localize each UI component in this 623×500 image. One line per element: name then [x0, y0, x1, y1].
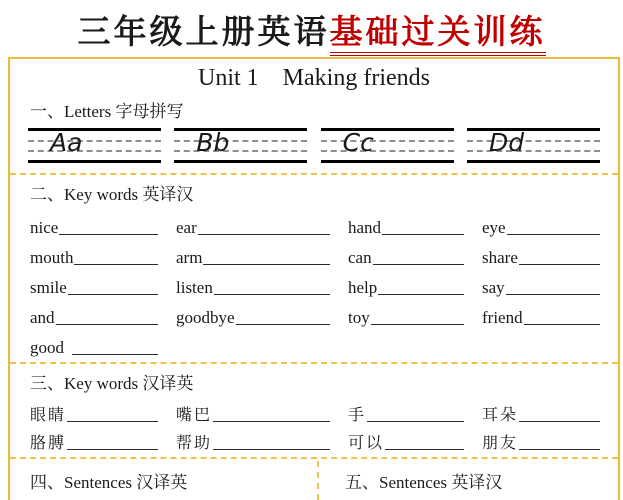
- page-title-red-underlined: 基础过关训练: [330, 15, 546, 56]
- answer-blank: [385, 449, 464, 450]
- stave-line: [174, 160, 307, 163]
- keyword-cell: [30, 397, 160, 425]
- keyword-cell: [482, 268, 602, 298]
- keyword-label: 嘴巴: [176, 407, 213, 424]
- keyword-label: friend: [482, 308, 523, 327]
- stave-line: [174, 128, 307, 131]
- keyword-cell: [348, 208, 466, 238]
- keyword-cell: [482, 425, 602, 453]
- sentences-row: [10, 459, 618, 496]
- keyword-cell: [348, 268, 466, 298]
- answer-blank: [507, 234, 600, 235]
- worksheet-box: [8, 57, 620, 500]
- keyword-label: goodbye: [176, 308, 235, 327]
- section-letters-heading: 一、Letters 字母拼写: [30, 102, 184, 121]
- stave-line: [28, 128, 161, 131]
- letter-stave-cc: [321, 128, 454, 163]
- answer-blank: [236, 324, 330, 325]
- stave-line: [28, 150, 161, 152]
- stave-line: [467, 150, 600, 152]
- letter-sample: Cc: [342, 128, 374, 157]
- letter-staves-row: [28, 128, 600, 163]
- keyword-label: 朋友: [482, 435, 519, 452]
- keyword-cell: [482, 298, 602, 328]
- stave-line: [467, 128, 600, 131]
- section-sentences-cn-en: [10, 463, 317, 496]
- keyword-label: toy: [348, 308, 370, 327]
- unit-number: Unit 1: [198, 65, 259, 91]
- answer-blank: [72, 354, 158, 355]
- vertical-divider: [317, 461, 319, 500]
- keyword-label: can: [348, 248, 372, 267]
- answer-blank: [213, 421, 330, 422]
- keyword-cell: [30, 328, 160, 358]
- keywords-en-grid: [30, 208, 602, 358]
- stave-line: [321, 128, 454, 131]
- keyword-cell: [482, 397, 602, 425]
- section-divider: [10, 173, 618, 175]
- keyword-cell: [176, 238, 332, 268]
- answer-blank: [67, 421, 158, 422]
- keyword-label: 帮助: [176, 435, 213, 452]
- stave-line: [467, 160, 600, 163]
- keyword-label: eye: [482, 218, 506, 237]
- keyword-cell: [348, 425, 466, 453]
- keyword-label: nice: [30, 218, 59, 237]
- answer-blank: [506, 294, 600, 295]
- keyword-label: help: [348, 278, 378, 297]
- answer-blank: [519, 449, 600, 450]
- stave-line: [174, 150, 307, 152]
- keyword-label: hand: [348, 218, 382, 237]
- keyword-label: 胳膊: [30, 435, 67, 452]
- answer-blank: [382, 234, 464, 235]
- keyword-label: smile: [30, 278, 67, 297]
- unit-name: Making friends: [282, 65, 430, 91]
- keyword-cell: [30, 268, 160, 298]
- answer-blank: [214, 294, 330, 295]
- keyword-cell: [176, 298, 332, 328]
- unit-heading: [22, 65, 606, 92]
- section-divider: [10, 362, 618, 364]
- section-keywords-en-heading: 二、Key words 英译汉: [30, 185, 194, 204]
- keyword-cell: [176, 208, 332, 238]
- keyword-label: 耳朵: [482, 407, 519, 424]
- keyword-cell: [176, 397, 332, 425]
- keyword-cell: [30, 425, 160, 453]
- answer-blank: [203, 264, 330, 265]
- answer-blank: [519, 264, 600, 265]
- keyword-label: say: [482, 278, 505, 297]
- keyword-cell: [30, 298, 160, 328]
- keyword-label: ear: [176, 218, 197, 237]
- keyword-cell: [348, 397, 466, 425]
- stave-line: [321, 150, 454, 152]
- keyword-label: 可以: [348, 435, 385, 452]
- section-sentences-en-cn: [317, 463, 618, 496]
- letter-sample: Dd: [488, 128, 525, 157]
- answer-blank: [371, 324, 464, 325]
- section-sentences-cn-en-heading: 四、Sentences 汉译英: [30, 473, 188, 492]
- keyword-label: arm: [176, 248, 203, 267]
- keyword-cell: [176, 268, 332, 298]
- answer-blank: [74, 264, 158, 265]
- keyword-label: listen: [176, 278, 213, 297]
- letter-sample: Aa: [50, 128, 83, 157]
- keywords-cn-grid: [30, 397, 602, 453]
- stave-line: [467, 140, 600, 142]
- section-sentences-en-cn-heading: 五、Sentences 英译汉: [345, 473, 503, 492]
- stave-line: [28, 140, 161, 142]
- answer-blank: [213, 449, 330, 450]
- stave-line: [174, 140, 307, 142]
- letter-sample: Bb: [196, 128, 230, 157]
- answer-blank: [524, 324, 600, 325]
- stave-line: [321, 160, 454, 163]
- keyword-label: and: [30, 308, 55, 327]
- keyword-cell: [30, 238, 160, 268]
- section-keywords-cn-heading: 三、Key words 汉译英: [30, 374, 194, 393]
- answer-blank: [68, 294, 158, 295]
- answer-blank: [59, 234, 158, 235]
- answer-blank: [56, 324, 158, 325]
- letter-stave-bb: [174, 128, 307, 163]
- keyword-cell: [482, 238, 602, 268]
- stave-line: [321, 140, 454, 142]
- keyword-label: share: [482, 248, 518, 267]
- keyword-label: mouth: [30, 248, 74, 267]
- stave-line: [28, 160, 161, 163]
- letter-stave-aa: [28, 128, 161, 163]
- answer-blank: [373, 264, 464, 265]
- keyword-label: 手: [348, 407, 367, 424]
- page-title: [0, 6, 623, 53]
- keyword-label: good: [30, 338, 64, 357]
- answer-blank: [198, 234, 330, 235]
- keyword-cell: [176, 425, 332, 453]
- answer-blank: [519, 421, 600, 422]
- letter-stave-dd: [467, 128, 600, 163]
- keyword-label: 眼睛: [30, 407, 67, 424]
- keyword-cell: [348, 238, 466, 268]
- answer-blank: [367, 421, 464, 422]
- keyword-cell: [482, 208, 602, 238]
- page-title-black: 三年级上册英语: [77, 15, 330, 51]
- keyword-cell: [348, 298, 466, 328]
- answer-blank: [378, 294, 464, 295]
- keyword-cell: [30, 208, 160, 238]
- answer-blank: [67, 449, 158, 450]
